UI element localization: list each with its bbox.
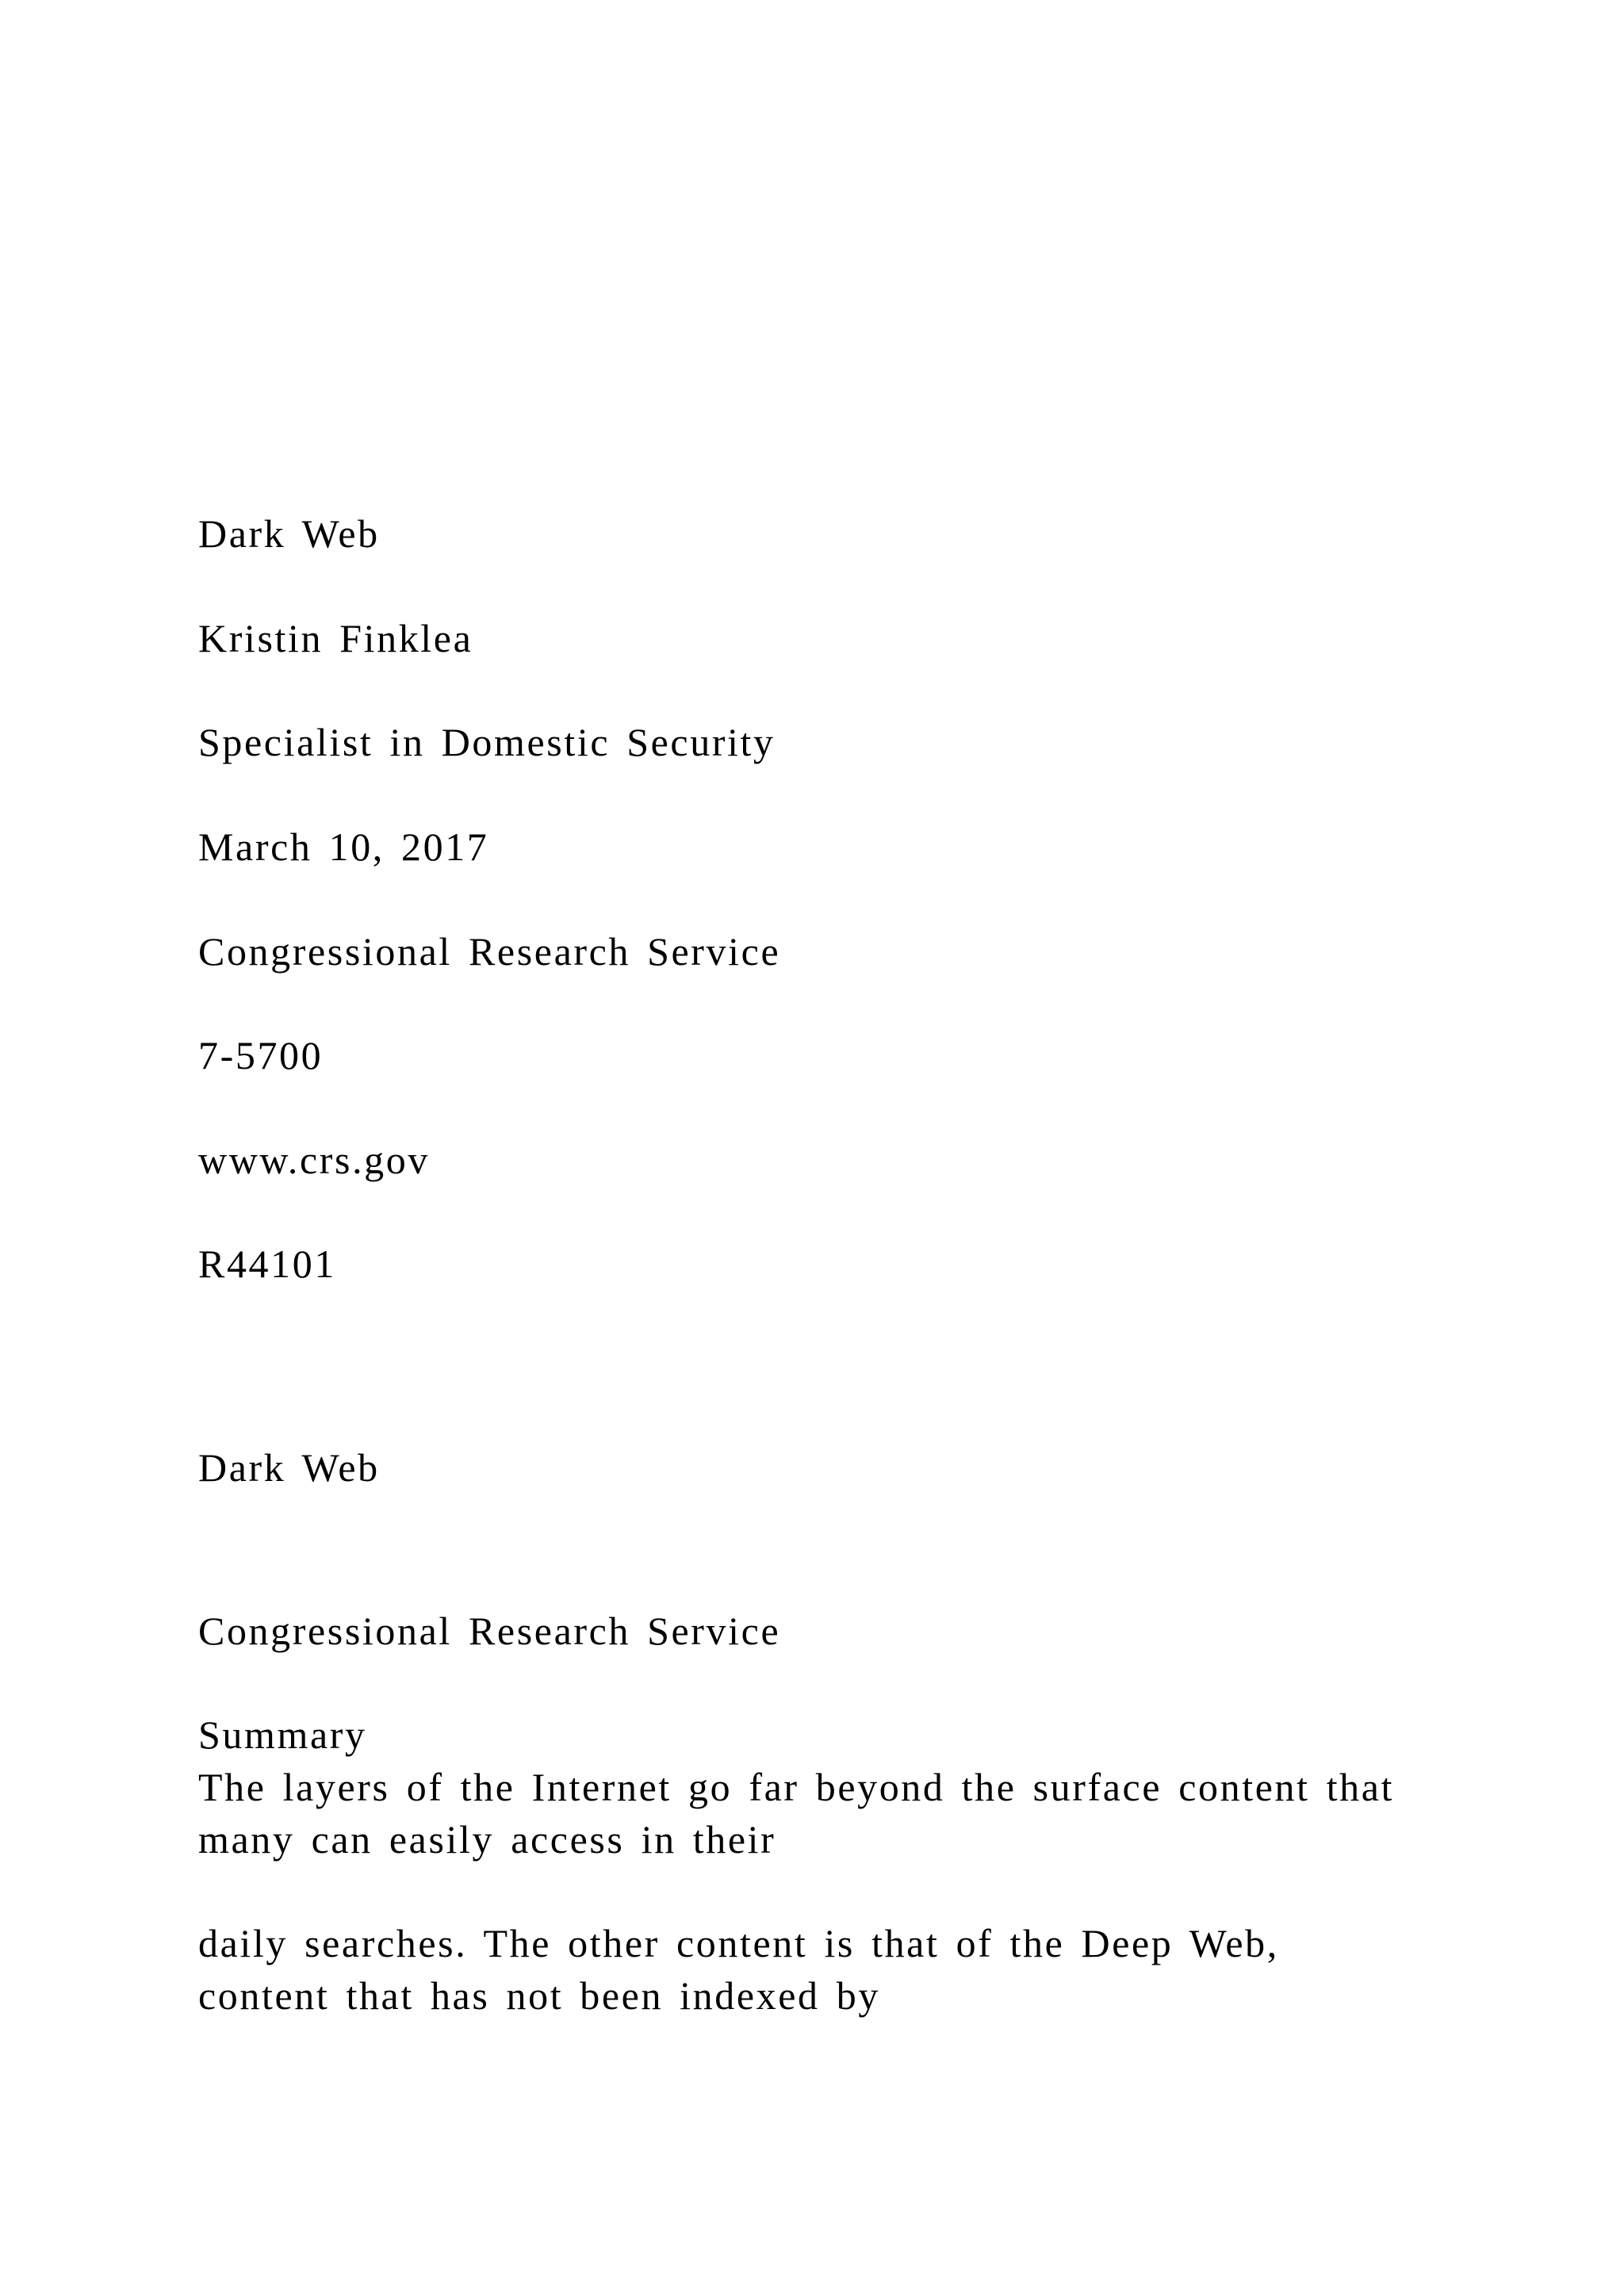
summary-line: daily searches. The other content is that of the Deep Web, [198, 1921, 1279, 1965]
cover-author: Kristin Finklea [198, 616, 473, 660]
cover-report-number: R44101 [198, 1242, 336, 1286]
summary-heading: Summary [198, 1712, 367, 1757]
cover-position: Specialist in Domestic Security [198, 720, 776, 764]
cover-title: Dark Web [198, 511, 380, 556]
summary-line: content that has not been indexed by [198, 1973, 880, 2018]
summary-line: many can easily access in their [198, 1817, 776, 1862]
cover-organization: Congressional Research Service [198, 929, 781, 974]
cover-date: March 10, 2017 [198, 825, 489, 869]
cover-phone: 7-5700 [198, 1033, 324, 1077]
page-header-title: Dark Web [198, 1445, 380, 1490]
cover-website: www.crs.gov [198, 1138, 430, 1182]
summary-line: The layers of the Internet go far beyond the surface content that [198, 1765, 1395, 1809]
page-header-organization: Congressional Research Service [198, 1609, 781, 1653]
